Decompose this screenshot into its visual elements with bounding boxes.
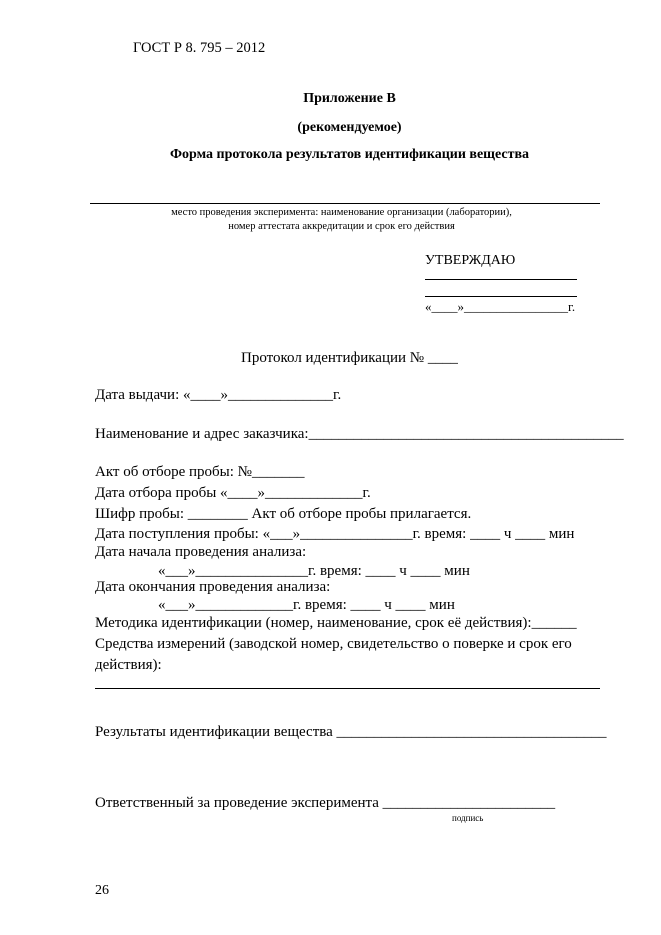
analysis-end-label: Дата окончания проведения анализа: (95, 579, 331, 595)
analysis-end-value: «___»_____________г. время: ____ ч ____ мин (158, 597, 455, 613)
sampling-act: Акт об отборе пробы: №_______ (95, 464, 305, 480)
sampling-date: Дата отбора пробы «____»_____________г. (95, 485, 371, 501)
instruments-line-1: Средства измерений (заводской номер, свидетельство о поверке и срок его (95, 636, 572, 652)
instruments-line-2: действия): (95, 657, 162, 673)
form-name-title: Форма протокола результатов идентификации вещества (169, 147, 530, 162)
place-caption-1: место проведения эксперимента: наименование организации (лаборатории), (171, 207, 512, 218)
approve-label: УТВЕРЖДАЮ (425, 253, 516, 268)
protocol-title: Протокол идентификации № ____ (241, 350, 458, 366)
instruments-line (95, 688, 600, 689)
approve-date: «____»________________г. (425, 299, 576, 314)
recommended-subtitle: (рекомендуемое) (297, 120, 402, 135)
signature-caption: подпись (452, 813, 484, 823)
customer-field: Наименование и адрес заказчика:__________________________________________ (95, 426, 624, 442)
standard-header: ГОСТ Р 8. 795 – 2012 (133, 40, 266, 56)
issue-date: Дата выдачи: «____»______________г. (95, 387, 342, 403)
responsible-field: Ответственный за проведение эксперимента _______________________ (95, 795, 556, 811)
approve-line-1 (425, 279, 577, 280)
place-line (90, 203, 600, 204)
analysis-start-label: Дата начала проведения анализа: (95, 544, 307, 560)
arrival-date: Дата поступления пробы: «___»_______________г. время: ____ ч ____ мин (95, 526, 575, 542)
place-caption-2: номер аттестата аккредитации и срок его действия (228, 221, 455, 232)
results-field: Результаты идентификации вещества ____________________________________ (95, 724, 607, 740)
analysis-start-value: «___»_______________г. время: ____ ч ____ мин (158, 563, 470, 579)
sample-code: Шифр пробы: ________ Акт об отборе пробы прилагается. (95, 506, 472, 522)
appendix-title: Приложение В (303, 91, 396, 106)
page-number: 26 (95, 883, 109, 898)
approve-line-2 (425, 296, 577, 297)
method-field: Методика идентификации (номер, наименование, срок её действия):______ (95, 615, 577, 631)
